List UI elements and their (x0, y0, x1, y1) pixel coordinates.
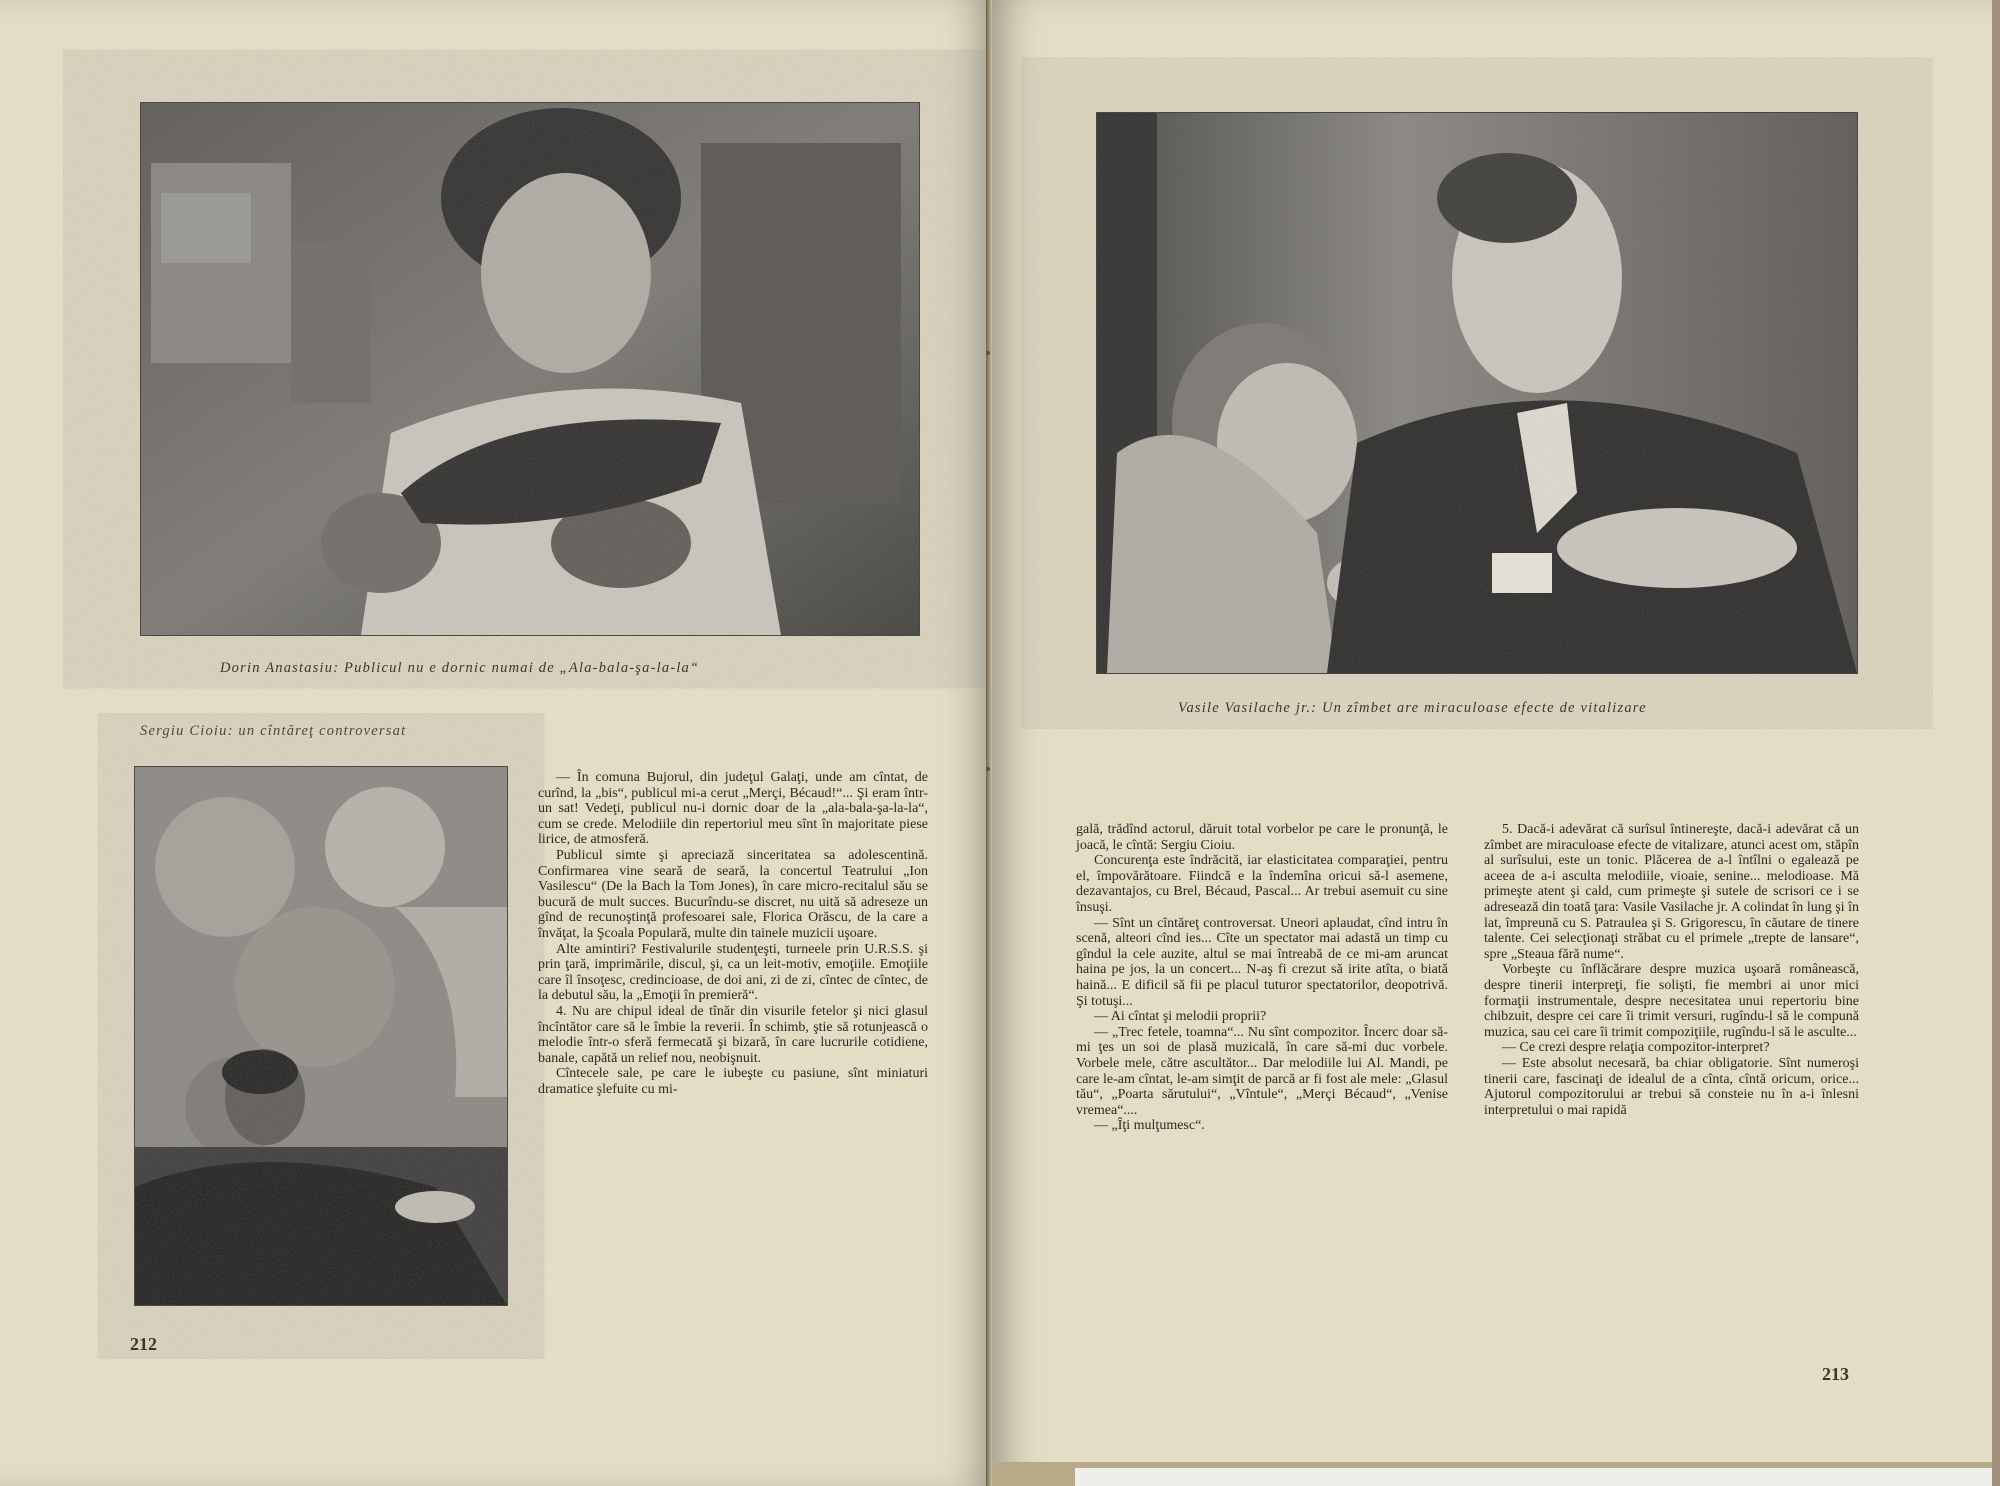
right-page (984, 0, 1992, 1486)
paragraph: 5. Dacă-i adevărat că surîsul întinereşte, dacă-i adevărat că un zîmbet are miraculoase efecte de vitalizare, atunci acest om, stăpîn al surîsului, este un tonic. Plăcerea de a-l întîlni o egalează pe aceea de a-i asculta melodiile, vioaie, senine... melodioase. Mă primeşte atent şi cald, cum primeşte şi sutele de scrisori ce i se adresează din toată ţara: Vasile Vasilache jr. A colindat în lung şi în lat, împreună cu S. Patraulea şi S. Grigorescu, în căutare de tinere talente. Cei selecţionaţi străbat cu el primele „trepte de lansare“, spre „Steaua fără nume“. (1484, 822, 1859, 962)
right-text-column-1 (1076, 822, 1448, 1134)
right-text-column-2 (1484, 822, 1859, 1118)
paragraph: gală, trădînd actorul, dăruit total vorbelor pe care le pronunţă, le joacă, le cîntă: Sergiu Cioiu. (1076, 822, 1448, 853)
crop-mark-icon: • (984, 762, 993, 778)
paragraph: — „Îţi mulţumesc“. (1094, 1118, 1205, 1134)
photo1-caption: Dorin Anastasiu: Publicul nu e dornic numai de „Ala-bala-şa-la-la“ (220, 660, 700, 676)
photo-dorin-anastasiu (140, 102, 920, 636)
paragraph: — Este absolut necesară, ba chiar obligatorie. Sînt numeroşi tinerii care, fascinaţi de idealul de a cînta, cîntă oricum, orice... Ajutorul compozitorului ar trebui să consteie nu în a-i înlesni interpretului o mai rapidă (1484, 1055, 1859, 1118)
left-page (0, 0, 992, 1486)
paragraph: Alte amintiri? Festivalurile studenţeşti, turneele prin U.R.S.S. şi prin ţară, imprimările, discul, şi, ca un leit-motiv, emoţiile. Emoţiile care îl însoţesc, credincioase, de doi ani, zi de zi, cîntec de cîntec, de la debutul său, la „Emoţii în premieră“. (538, 941, 928, 1004)
photo-caption-right: Vasile Vasilache jr.: Un zîmbet are miraculoase efecte de vitalizare (1178, 700, 1647, 716)
paragraph: Publicul simte şi apreciază sinceritatea sa adolescentină. Confirmarea vine seară de seară, la concertul Teatrului „Ion Vasilescu“ (De la Bach la Tom Jones), în care micro-recitalul său se bucură de mult succes. Bucurîndu-se discret, nu uită să adreseze un gînd de recunoştinţă profesoarei sale, Florica Orăscu, de la care a învăţat, la Şcoala Populară, multe din tainele muzicii uşoare. (538, 847, 928, 941)
page-edge (1992, 0, 2000, 1486)
page-edge (1075, 1468, 2000, 1486)
section-caption: Sergiu Cioiu: un cîntăreţ controversat (140, 723, 407, 739)
paragraph: — Sînt un cîntăreţ controversat. Uneori aplaudat, cînd intru în scenă, alteori cînd ies... Cîte un spectator mai adastă un timp cu gîndul la cele auzite, altul se mai întreabă de ce mi-am aruncat haina pe jos, la un concert... N-aş fi crezut să irite atîta, o biată haină... E dificil să fii pe placul tuturor spectatorilor, deopotrivă. Şi totuşi... (1076, 915, 1448, 1009)
paragraph: — „Trec fetele, toamna“... Nu sînt compozitor. Încerc doar să-mi ţes un soi de plasă muzicală, în care să-mi duc vorbele. Vorbele mele, către ascultător... Dar melodiile lui Al. Mandi, pe care le-am cîntat, le-am simţit de parcă ar fi fost ale mele: „Glasul tău“, „Poarta sărutului“, „Vîntule“, „Merçi Bécaud“, „Venise vremea“.... (1076, 1024, 1448, 1118)
paragraph: Concurenţa este îndrăcită, iar elasticitatea comparaţiei, pentru el, împovărătoare. Fiindcă e la îndemîna oricui să-l asemene, dezavantajos, cu Brel, Bécaud, Pascal... Ar trebui asemuit cu sine însuşi. (1076, 853, 1448, 915)
paragraph: — Ai cîntat şi melodii proprii? (1094, 1009, 1267, 1025)
paragraph: Vorbeşte cu înflăcărare despre muzica uşoară românească, despre tinerii interpreţi, fie solişti, fie membri ai unor mici formaţii instrumentale, despre necesitatea unui repertoriu bine chibzuit, despre cei care îi trimit versuri, rugîndu-l să le compună muzica, sau cei care îi trimit compoziţiile, rugîndu-l să le asculte... (1484, 962, 1859, 1040)
left-text-column (538, 770, 928, 1097)
page-number-right: 213 (1822, 1364, 1849, 1384)
photo-vasile-vasilache (1096, 112, 1858, 674)
paragraph: 4. Nu are chipul ideal de tînăr din visurile fetelor şi nici glasul încîntător care să le îmbie la reverii. În schimb, ştie să rotunjească o melodie într-o sferă fermecată şi bizară, în care lucrurile cotidiene, banale, capătă un relief nou, neobişnuit. (538, 1003, 928, 1066)
paragraph: — În comuna Bujorul, din judeţul Galaţi, unde am cîntat, de curînd, la „bis“, publicul mi-a cerut „Merçi, Bécaud!“... Şi eram într-un sat! Vedeţi, publicul nu-i dornic doar de la „ala-bala-şa-la-la“, cum se crede. Melodiile din repertoriul meu sînt în majoritate piese lirice, de atmosferă. (538, 770, 928, 848)
photo-sergiu-cioiu (134, 766, 508, 1306)
paragraph: — Ce crezi despre relaţia compozitor-interpret? (1502, 1040, 1770, 1056)
page-number-left: 212 (130, 1334, 157, 1354)
paragraph: Cîntecele sale, pe care le iubeşte cu pasiune, sînt miniaturi dramatice şlefuite cu mi- (538, 1066, 928, 1097)
crop-mark-icon: • (984, 346, 993, 362)
